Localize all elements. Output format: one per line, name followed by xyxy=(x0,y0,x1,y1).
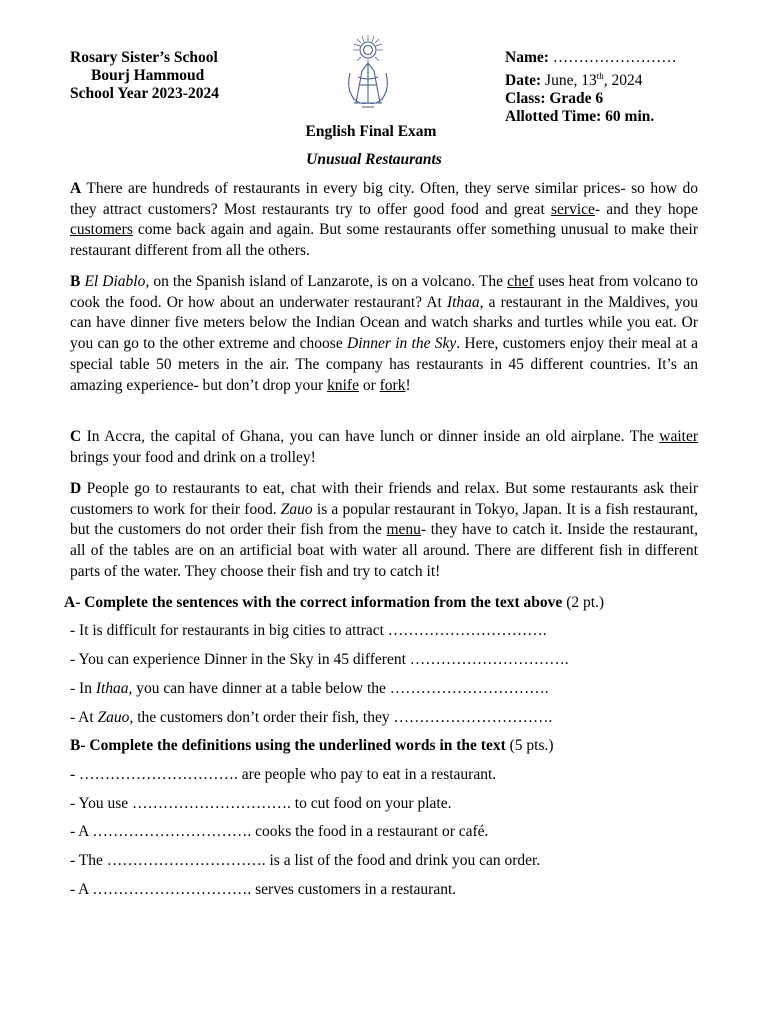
time-line: Allotted Time: 60 min. xyxy=(505,108,655,126)
question-item[interactable]: - You can experience Dinner in the Sky in 45 different …………………………. xyxy=(70,651,569,668)
definition-item[interactable]: - A …………………………. cooks the food in a restaurant or café. xyxy=(70,823,489,840)
text-title: Unusual Restaurants xyxy=(306,151,442,168)
definition-item[interactable]: - You use …………………………. to cut food on your plate. xyxy=(70,795,452,812)
school-name: Rosary Sister’s School xyxy=(70,49,218,66)
underlined-word: fork xyxy=(379,376,406,394)
section-b-heading: B- Complete the definitions using the underlined words in the text (5 pts.) xyxy=(70,737,554,754)
question-item[interactable]: - In Ithaa, you can have dinner at a table below the …………………………. xyxy=(70,680,549,697)
date-value: June, 13th, 2024 xyxy=(545,71,643,90)
underlined-word: knife xyxy=(327,376,359,394)
school-info xyxy=(70,49,219,103)
definition-item[interactable]: - …………………………. are people who pay to eat in a restaurant. xyxy=(70,766,497,783)
paragraph-c: C In Accra, the capital of Ghana, you can have lunch or dinner inside an old airplane. The waiter brings your food and drink on a trolley! xyxy=(70,428,699,466)
section-a-heading: A- Complete the sentences with the correct information from the text above (2 pt.) xyxy=(64,594,605,611)
underlined-word: service xyxy=(551,200,595,218)
definition-item[interactable]: - The …………………………. is a list of the food and drink you can order. xyxy=(70,852,541,869)
underlined-word: customers xyxy=(70,221,133,239)
underlined-word: waiter xyxy=(659,428,699,445)
paragraph-d: D People go to restaurants to eat, chat with their friends and relax. But some restaurants ask their customers to work for their food. Zauo is a popular restaurant in Tokyo, Japan. It is a fish restaurant, but the customers do not order their fish from the menu- they have to catch it. Inside the restaurant, all of the tables are on an artificial boat with water all around. There are different fish in different parts of the water. They choose their fish and try to catch it! xyxy=(70,480,699,580)
student-info xyxy=(505,49,677,126)
name-label: Name: xyxy=(505,49,549,66)
paragraph-a: A There are hundreds of restaurants in every big city. Often, they serve similar prices- so how do they attract customers? Most restaurants try to offer good food and great service- and they hope customers come back again and again. But some restaurants offer something unusual to make their restaurant different from all the others. xyxy=(70,180,698,260)
school-crest-icon xyxy=(340,33,396,109)
date-line xyxy=(505,67,677,90)
exam-title: English Final Exam xyxy=(305,123,437,140)
paragraph-b: B El Diablo, on the Spanish island of Lanzarote, is on a volcano. The chef uses heat from volcano to cook the food. Or how about an underwater restaurant? At Ithaa, a restaurant in the Maldives, you can have dinner five meters below the Indian Ocean and watch sharks and turtles while you eat. Or you can go to the other extreme and choose Dinner in the Sky. Here, customers enjoy their meal at a special table 50 meters in the air. The company has restaurants in 45 different countries. It’s an amazing experience- but don’t drop your knife or fork! xyxy=(70,273,698,394)
school-year: School Year 2023-2024 xyxy=(70,85,219,102)
question-item[interactable]: - It is difficult for restaurants in big cities to attract …………………………. xyxy=(70,622,547,639)
definition-item[interactable]: - A …………………………. serves customers in a restaurant. xyxy=(70,881,457,898)
date-label: Date: xyxy=(505,72,542,90)
class-line: Class: Grade 6 xyxy=(505,90,604,108)
question-item[interactable]: - At Zauo, the customers don’t order their fish, they …………………………. xyxy=(70,709,553,726)
underlined-word: chef xyxy=(507,273,534,290)
name-blank[interactable]: …………………… xyxy=(552,49,677,66)
underlined-word: menu xyxy=(386,521,421,539)
school-location: Bourj Hammoud xyxy=(91,67,205,84)
name-line xyxy=(505,49,677,67)
